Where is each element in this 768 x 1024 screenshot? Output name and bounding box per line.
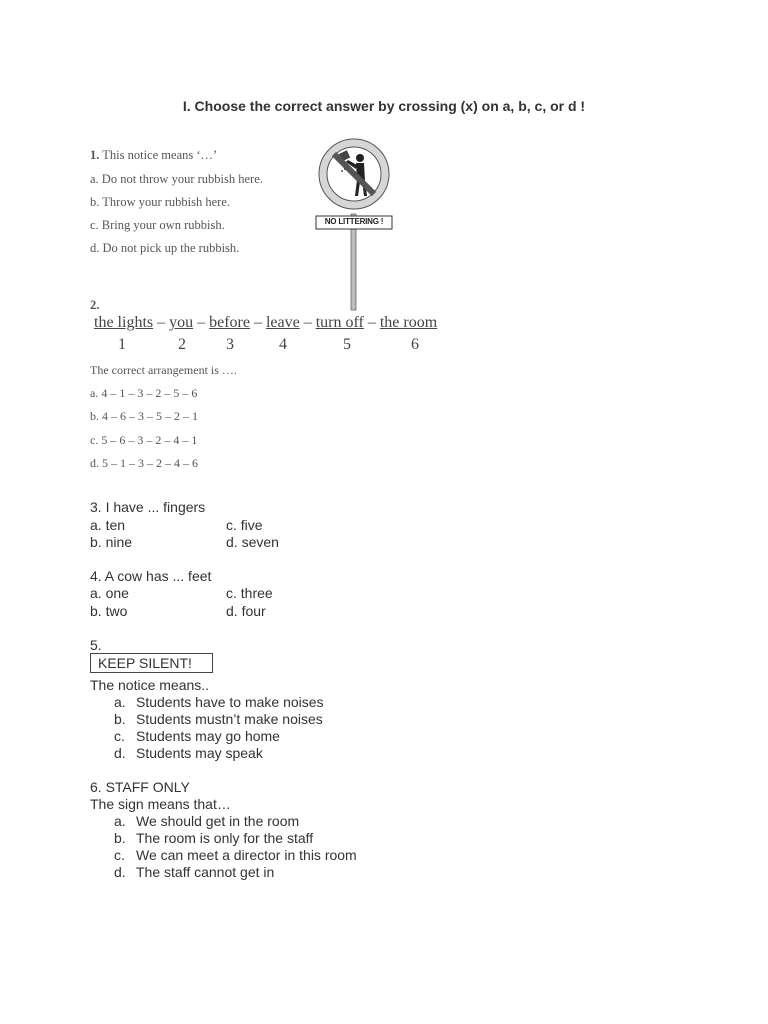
option-text: Students mustn’t make noises	[136, 711, 323, 727]
q2-separator: –	[253, 314, 262, 331]
q2-word-number: 1	[118, 336, 126, 353]
q2-word-number: 3	[226, 336, 234, 353]
q2-separator: –	[303, 314, 312, 331]
q1-option-d: d. Do not pick up the rubbish.	[90, 241, 240, 255]
q5-prompt: The notice means..	[90, 677, 210, 693]
q2-word: before	[209, 314, 250, 331]
q2-word: the room	[379, 314, 438, 331]
keep-silent-notice: KEEP SILENT!	[90, 653, 213, 673]
q2-option-d: d. 5 – 1 – 3 – 2 – 4 – 6	[90, 456, 198, 470]
q2-option-b: b. 4 – 6 – 3 – 5 – 2 – 1	[90, 409, 198, 423]
q2-word: you	[169, 314, 194, 331]
q3-option-a: a. ten	[90, 517, 126, 533]
q2-separator: –	[157, 314, 166, 331]
option-letter: c.	[114, 728, 125, 744]
q2-word: leave	[265, 314, 300, 331]
q4-option-c: c. three	[226, 585, 273, 601]
option-letter: d.	[114, 864, 126, 880]
option-letter: a.	[114, 694, 126, 710]
option-letter: b.	[114, 711, 126, 727]
q1-prompt: This notice means ‘…’	[102, 148, 218, 162]
q2-word-row	[94, 314, 437, 332]
q2-number: 2.	[90, 298, 100, 312]
option-letter: c.	[114, 847, 125, 863]
q4-option-b: b. two	[90, 603, 128, 619]
option-text: We can meet a director in this room	[136, 847, 357, 863]
sign-label: NO LITTERING !	[324, 217, 384, 226]
q2-word-number: 5	[343, 336, 351, 353]
q3-option-c: c. five	[226, 517, 263, 533]
option-text: We should get in the room	[136, 813, 300, 829]
q6-prompt: The sign means that…	[90, 796, 231, 812]
q1-option-c: c. Bring your own rubbish.	[90, 218, 225, 232]
option-text: Students have to make noises	[136, 694, 324, 710]
q1-number: 1.	[90, 148, 100, 162]
option-letter: b.	[114, 830, 126, 846]
q1-option-a: a. Do not throw your rubbish here.	[90, 172, 263, 186]
q2-word-number: 2	[178, 336, 186, 353]
q5-option-list	[114, 694, 374, 764]
option-text: Students may speak	[136, 745, 263, 761]
q2-option-a: a. 4 – 1 – 3 – 2 – 5 – 6	[90, 386, 198, 400]
q2-word: turn off	[315, 314, 364, 331]
q6-option-list	[114, 813, 414, 883]
q2-word: the lights	[94, 314, 154, 331]
option-text: The staff cannot get in	[136, 864, 275, 880]
q2-separator: –	[367, 314, 376, 331]
q4-question: 4. A cow has ... feet	[90, 568, 212, 584]
page-title: I. Choose the correct answer by crossing (x) on a, b, c, or d !	[182, 98, 586, 114]
q2-word-number: 6	[411, 336, 419, 353]
option-text: Students may go home	[136, 728, 280, 744]
q2-separator: –	[197, 314, 206, 331]
q4-option-d: d. four	[226, 603, 266, 619]
q6-question: 6. STAFF ONLY	[90, 779, 190, 795]
option-letter: a.	[114, 813, 126, 829]
q3-option-d: d. seven	[226, 534, 279, 550]
q1-question	[90, 148, 217, 163]
q3-question: 3. I have ... fingers	[90, 499, 206, 515]
option-text: The room is only for the staff	[136, 830, 314, 846]
q4-option-a: a. one	[90, 585, 129, 601]
option-letter: d.	[114, 745, 126, 761]
no-littering-sign	[312, 136, 396, 312]
q1-option-b: b. Throw your rubbish here.	[90, 195, 231, 209]
q2-prompt: The correct arrangement is ….	[90, 363, 237, 377]
q3-option-b: b. nine	[90, 534, 133, 550]
q5-number: 5.	[90, 637, 102, 653]
q2-word-number: 4	[279, 336, 287, 353]
q2-option-c: c. 5 – 6 – 3 – 2 – 4 – 1	[90, 433, 198, 447]
